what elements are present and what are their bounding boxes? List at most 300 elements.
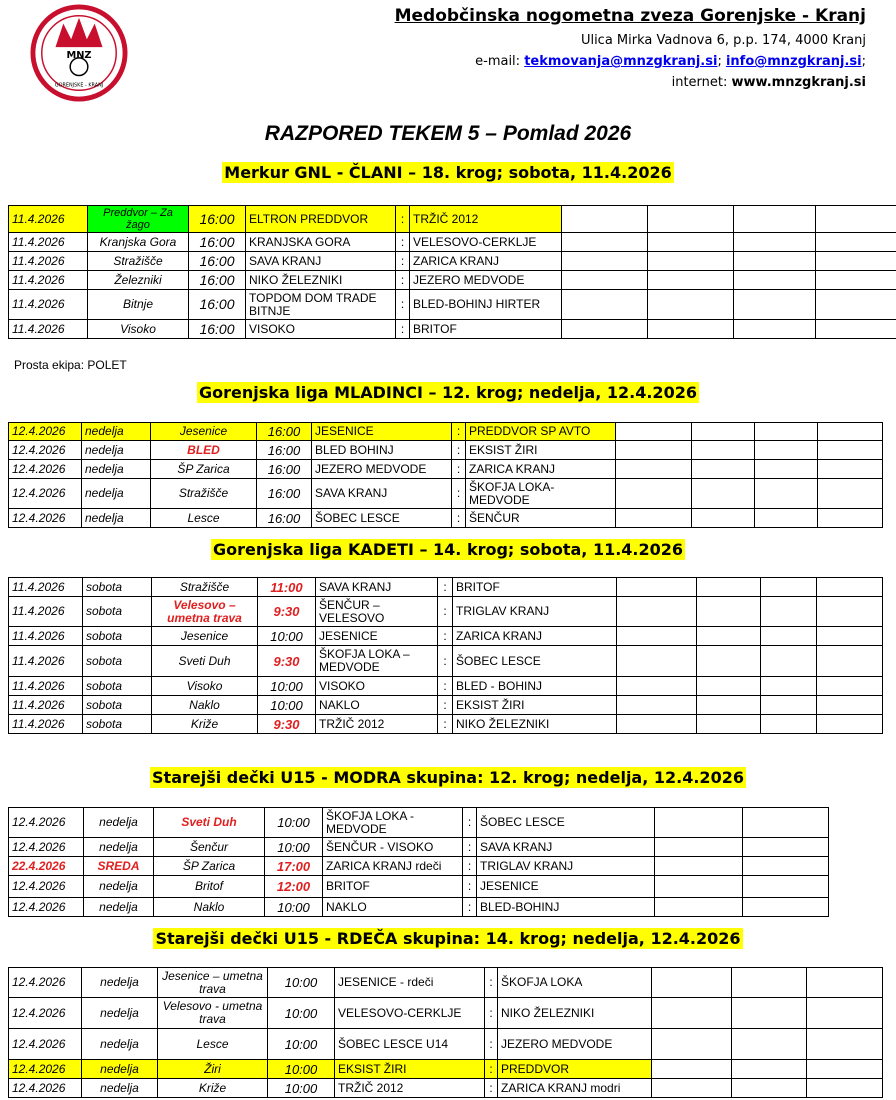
table-row	[9, 460, 883, 479]
match-date: 11.4.2026	[9, 646, 83, 677]
match-separator: :	[485, 1079, 498, 1098]
match-home: ŠENČUR – VELESOVO	[316, 597, 438, 627]
match-time: 16:00	[189, 290, 246, 320]
match-away: ŠOBEC LESCE	[453, 646, 617, 677]
match-day: sobota	[83, 597, 152, 627]
empty-cell	[616, 460, 692, 479]
match-day: sobota	[83, 627, 152, 646]
match-home: ZARICA KRANJ rdeči	[323, 857, 463, 876]
match-date: 11.4.2026	[9, 233, 88, 252]
match-date: 12.4.2026	[9, 1079, 82, 1098]
table-row	[9, 290, 896, 320]
match-venue: Jesenice – umetna trava	[158, 968, 268, 998]
internet-label: internet:	[671, 75, 728, 90]
match-time: 11:00	[258, 578, 316, 597]
table-kadeti	[8, 577, 883, 734]
match-venue: Stražišče	[88, 252, 189, 271]
match-venue: Križe	[158, 1079, 268, 1098]
empty-cell	[697, 627, 761, 646]
empty-cell	[755, 460, 818, 479]
match-home: ŠOBEC LESCE U14	[335, 1029, 485, 1060]
match-venue: Sveti Duh	[152, 646, 258, 677]
match-separator: :	[438, 715, 453, 734]
empty-cell	[652, 968, 732, 998]
match-home: VISOKO	[246, 320, 396, 339]
match-home: ELTRON PREDDVOR	[246, 206, 396, 233]
match-separator: :	[463, 898, 477, 917]
empty-cell	[652, 1060, 732, 1079]
match-day: nedelja	[82, 968, 158, 998]
match-date: 11.4.2026	[9, 627, 83, 646]
match-home: BRITOF	[323, 876, 463, 898]
match-date: 11.4.2026	[9, 206, 88, 233]
empty-cell	[807, 1060, 883, 1079]
empty-cell	[648, 233, 734, 252]
match-home: SAVA KRANJ	[246, 252, 396, 271]
empty-cell	[817, 677, 883, 696]
match-time: 10:00	[268, 968, 335, 998]
match-day: nedelja	[82, 998, 158, 1029]
empty-cell	[761, 578, 817, 597]
section-title-mladinci: Gorenjska liga MLADINCI – 12. krog; nedelja, 12.4.2026	[199, 383, 697, 402]
table-row	[9, 696, 883, 715]
match-date: 12.4.2026	[9, 423, 82, 441]
match-away: BRITOF	[453, 578, 617, 597]
empty-cell	[818, 423, 883, 441]
page-title: RAZPORED TEKEM 5 – Pomlad 2026	[264, 122, 632, 145]
match-separator: :	[396, 233, 410, 252]
match-home: JEZERO MEDVODE	[312, 460, 452, 479]
empty-cell	[761, 677, 817, 696]
empty-cell	[697, 578, 761, 597]
empty-cell	[816, 320, 896, 339]
empty-cell	[818, 479, 883, 509]
email-link-tekmovanja[interactable]: tekmovanja@mnzgkranj.si	[524, 54, 718, 69]
match-separator: :	[396, 252, 410, 271]
match-venue: Naklo	[152, 696, 258, 715]
empty-cell	[697, 715, 761, 734]
match-day: sobota	[83, 715, 152, 734]
match-day: nedelja	[82, 1060, 158, 1079]
empty-cell	[818, 509, 883, 528]
table-row	[9, 597, 883, 627]
empty-cell	[697, 646, 761, 677]
org-email-line: e-mail: tekmovanja@mnzgkranj.si; info@mnzgkranj.si;	[475, 54, 866, 69]
match-day: sobota	[83, 578, 152, 597]
match-date: 11.4.2026	[9, 696, 83, 715]
table-row	[9, 998, 883, 1029]
empty-cell	[743, 898, 829, 917]
section-title-kadeti: Gorenjska liga KADETI – 14. krog; sobota, 11.4.2026	[212, 540, 684, 559]
match-home: TRŽIČ 2012	[316, 715, 438, 734]
match-time: 12:00	[265, 876, 323, 898]
match-time: 9:30	[258, 715, 316, 734]
empty-cell	[562, 320, 648, 339]
table-row	[9, 423, 883, 441]
match-venue: Visoko	[152, 677, 258, 696]
org-header	[395, 6, 866, 93]
match-venue: ŠP Zarica	[154, 857, 265, 876]
match-venue: BLED	[151, 441, 257, 460]
empty-cell	[761, 627, 817, 646]
empty-cell	[817, 597, 883, 627]
empty-cell	[648, 290, 734, 320]
match-away: ŠOBEC LESCE	[477, 808, 655, 838]
match-venue: Velesovo - umetna trava	[158, 998, 268, 1029]
match-date: 11.4.2026	[9, 271, 88, 290]
match-time: 16:00	[257, 479, 312, 509]
match-time: 10:00	[258, 677, 316, 696]
empty-cell	[692, 460, 755, 479]
empty-cell	[617, 627, 697, 646]
empty-cell	[562, 271, 648, 290]
table-row	[9, 876, 829, 898]
match-date: 11.4.2026	[9, 578, 83, 597]
match-time: 10:00	[265, 838, 323, 857]
match-time: 10:00	[268, 1029, 335, 1060]
match-home: BLED BOHINJ	[312, 441, 452, 460]
empty-cell	[652, 1079, 732, 1098]
match-time: 16:00	[257, 441, 312, 460]
match-away: BLED-BOHINJ	[477, 898, 655, 917]
match-separator: :	[438, 646, 453, 677]
table-row	[9, 898, 829, 917]
match-day: sobota	[83, 696, 152, 715]
match-separator: :	[396, 290, 410, 320]
empty-cell	[732, 968, 807, 998]
empty-cell	[817, 627, 883, 646]
match-date: 11.4.2026	[9, 715, 83, 734]
empty-cell	[734, 233, 816, 252]
match-date: 12.4.2026	[9, 509, 82, 528]
empty-cell	[807, 1029, 883, 1060]
match-time: 16:00	[189, 206, 246, 233]
match-day: sobota	[83, 677, 152, 696]
empty-cell	[818, 460, 883, 479]
empty-cell	[817, 578, 883, 597]
empty-cell	[761, 646, 817, 677]
empty-cell	[697, 696, 761, 715]
table-row	[9, 1060, 883, 1079]
match-away: JEZERO MEDVODE	[410, 271, 562, 290]
match-separator: :	[485, 1060, 498, 1079]
empty-cell	[816, 271, 896, 290]
match-separator: :	[438, 578, 453, 597]
match-venue: Velesovo – umetna trava	[152, 597, 258, 627]
empty-cell	[761, 597, 817, 627]
empty-cell	[818, 441, 883, 460]
match-home: NAKLO	[316, 696, 438, 715]
match-day: nedelja	[82, 423, 151, 441]
match-separator: :	[452, 460, 466, 479]
match-away: ZARICA KRANJ	[410, 252, 562, 271]
table-row	[9, 441, 883, 460]
match-venue: Kranjska Gora	[88, 233, 189, 252]
empty-cell	[761, 715, 817, 734]
empty-cell	[562, 233, 648, 252]
match-day: sobota	[83, 646, 152, 677]
empty-cell	[734, 290, 816, 320]
mnz-logo	[30, 4, 128, 102]
table-row	[9, 857, 829, 876]
empty-cell	[732, 1060, 807, 1079]
match-date: 12.4.2026	[9, 441, 82, 460]
empty-cell	[816, 252, 896, 271]
match-separator: :	[452, 423, 466, 441]
match-home: VELESOVO-CERKLJE	[335, 998, 485, 1029]
empty-cell	[617, 715, 697, 734]
match-day: nedelja	[82, 479, 151, 509]
match-away: EKSIST ŽIRI	[453, 696, 617, 715]
internet-link[interactable]: www.mnzgkranj.si	[731, 75, 866, 90]
match-time: 10:00	[265, 898, 323, 917]
empty-cell	[655, 857, 743, 876]
empty-cell	[616, 423, 692, 441]
match-away: ŠKOFJA LOKA-MEDVODE	[466, 479, 616, 509]
match-date: 22.4.2026	[9, 857, 84, 876]
empty-cell	[616, 509, 692, 528]
match-separator: :	[463, 808, 477, 838]
match-day: nedelja	[84, 876, 154, 898]
match-away: NIKO ŽELEZNIKI	[453, 715, 617, 734]
section-title-clani: Merkur GNL - ČLANI – 18. krog; sobota, 11.4.2026	[224, 163, 672, 182]
empty-cell	[652, 998, 732, 1029]
table-row	[9, 233, 896, 252]
empty-cell	[734, 206, 816, 233]
match-away: ŠENČUR	[466, 509, 616, 528]
empty-cell	[652, 1029, 732, 1060]
table-u15-rdeca	[8, 967, 883, 1098]
empty-cell	[807, 998, 883, 1029]
match-separator: :	[452, 441, 466, 460]
match-home: SAVA KRANJ	[312, 479, 452, 509]
table-row	[9, 320, 896, 339]
match-time: 10:00	[268, 1060, 335, 1079]
match-away: NIKO ŽELEZNIKI	[498, 998, 652, 1029]
empty-cell	[816, 290, 896, 320]
match-home: EKSIST ŽIRI	[335, 1060, 485, 1079]
match-date: 12.4.2026	[9, 838, 84, 857]
match-separator: :	[438, 677, 453, 696]
match-date: 12.4.2026	[9, 968, 82, 998]
section-title-u15-rdeca: Starejši dečki U15 - RDEČA skupina: 14. krog; nedelja, 12.4.2026	[155, 929, 741, 948]
table-row	[9, 715, 883, 734]
org-address: Ulica Mirka Vadnova 6, p.p. 174, 4000 Kranj	[580, 33, 866, 48]
empty-cell	[617, 677, 697, 696]
empty-cell	[743, 857, 829, 876]
match-separator: :	[438, 696, 453, 715]
match-time: 16:00	[257, 460, 312, 479]
empty-cell	[743, 838, 829, 857]
match-home: JESENICE - rdeči	[335, 968, 485, 998]
table-row	[9, 206, 896, 233]
match-separator: :	[396, 206, 410, 233]
empty-cell	[617, 597, 697, 627]
match-date: 12.4.2026	[9, 998, 82, 1029]
match-separator: :	[485, 968, 498, 998]
match-home: TRŽIČ 2012	[335, 1079, 485, 1098]
match-time: 10:00	[265, 808, 323, 838]
match-away: ZARICA KRANJ modri	[498, 1079, 652, 1098]
match-date: 12.4.2026	[9, 460, 82, 479]
empty-cell	[732, 998, 807, 1029]
match-separator: :	[396, 320, 410, 339]
empty-cell	[562, 252, 648, 271]
match-separator: :	[463, 857, 477, 876]
match-separator: :	[485, 1029, 498, 1060]
match-date: 11.4.2026	[9, 597, 83, 627]
empty-cell	[816, 206, 896, 233]
match-venue: Jesenice	[151, 423, 257, 441]
empty-cell	[817, 715, 883, 734]
match-home: VISOKO	[316, 677, 438, 696]
empty-cell	[807, 1079, 883, 1098]
match-venue: Britof	[154, 876, 265, 898]
table-row	[9, 252, 896, 271]
org-internet-line	[395, 72, 866, 93]
empty-cell	[743, 876, 829, 898]
empty-cell	[617, 646, 697, 677]
empty-cell	[562, 206, 648, 233]
empty-cell	[755, 479, 818, 509]
match-date: 12.4.2026	[9, 808, 84, 838]
match-venue: ŠP Zarica	[151, 460, 257, 479]
match-time: 16:00	[189, 271, 246, 290]
empty-cell	[655, 898, 743, 917]
match-venue: Preddvor – Za žago	[88, 206, 189, 233]
section-title-u15-modra: Starejši dečki U15 - MODRA skupina: 12. krog; nedelja, 12.4.2026	[152, 768, 744, 787]
match-separator: :	[396, 271, 410, 290]
match-time: 9:30	[258, 646, 316, 677]
match-away: PREDDVOR SP AVTO	[466, 423, 616, 441]
empty-cell	[655, 876, 743, 898]
match-home: KRANJSKA GORA	[246, 233, 396, 252]
empty-cell	[617, 696, 697, 715]
match-day: nedelja	[82, 460, 151, 479]
match-venue: Jesenice	[152, 627, 258, 646]
match-away: ZARICA KRANJ	[466, 460, 616, 479]
match-home: NIKO ŽELEZNIKI	[246, 271, 396, 290]
match-venue: Železniki	[88, 271, 189, 290]
match-day: nedelja	[84, 898, 154, 917]
match-time: 16:00	[189, 320, 246, 339]
org-name: Medobčinska nogometna zveza Gorenjske - Kranj	[394, 6, 866, 26]
match-time: 16:00	[189, 233, 246, 252]
match-time: 10:00	[268, 998, 335, 1029]
empty-cell	[616, 441, 692, 460]
table-row	[9, 677, 883, 696]
match-venue: Bitnje	[88, 290, 189, 320]
empty-cell	[734, 320, 816, 339]
table-row	[9, 479, 883, 509]
match-date: 12.4.2026	[9, 898, 84, 917]
match-home: ŠKOFJA LOKA – MEDVODE	[316, 646, 438, 677]
match-date: 11.4.2026	[9, 320, 88, 339]
match-away: ŠKOFJA LOKA	[498, 968, 652, 998]
match-home: NAKLO	[323, 898, 463, 917]
empty-cell	[807, 968, 883, 998]
match-separator: :	[485, 998, 498, 1029]
match-venue: Stražišče	[152, 578, 258, 597]
logo-subtext: GORENJSKE - KRANJ	[54, 82, 104, 89]
match-venue: Lesce	[158, 1029, 268, 1060]
match-separator: :	[438, 627, 453, 646]
table-mladinci	[8, 422, 883, 528]
empty-cell	[616, 479, 692, 509]
table-row	[9, 627, 883, 646]
table-row	[9, 808, 829, 838]
match-time: 17:00	[265, 857, 323, 876]
email-label: e-mail:	[475, 54, 521, 69]
table-row	[9, 646, 883, 677]
match-venue: Naklo	[154, 898, 265, 917]
table-row	[9, 271, 896, 290]
match-time: 16:00	[189, 252, 246, 271]
match-separator: :	[452, 509, 466, 528]
match-venue: Sveti Duh	[154, 808, 265, 838]
empty-cell	[697, 677, 761, 696]
table-row	[9, 509, 883, 528]
table-row	[9, 578, 883, 597]
match-home: SAVA KRANJ	[316, 578, 438, 597]
match-time: 16:00	[257, 509, 312, 528]
empty-cell	[816, 233, 896, 252]
empty-cell	[655, 838, 743, 857]
empty-cell	[817, 696, 883, 715]
empty-cell	[692, 479, 755, 509]
empty-cell	[648, 320, 734, 339]
match-away: EKSIST ŽIRI	[466, 441, 616, 460]
match-home: JESENICE	[312, 423, 452, 441]
match-away: TRIGLAV KRANJ	[453, 597, 617, 627]
match-time: 10:00	[268, 1079, 335, 1098]
match-separator: :	[452, 479, 466, 509]
empty-cell	[648, 271, 734, 290]
empty-cell	[734, 252, 816, 271]
empty-cell	[697, 597, 761, 627]
match-time: 16:00	[257, 423, 312, 441]
empty-cell	[732, 1079, 807, 1098]
empty-cell	[743, 808, 829, 838]
match-separator: :	[463, 876, 477, 898]
table-row	[9, 838, 829, 857]
table-row	[9, 1079, 883, 1098]
bye-team-note: Prosta ekipa: POLET	[14, 358, 127, 372]
table-row	[9, 1029, 883, 1060]
match-away: BRITOF	[410, 320, 562, 339]
match-day: nedelja	[82, 509, 151, 528]
match-away: JEZERO MEDVODE	[498, 1029, 652, 1060]
match-date: 12.4.2026	[9, 1060, 82, 1079]
match-away: TRIGLAV KRANJ	[477, 857, 655, 876]
match-date: 11.4.2026	[9, 252, 88, 271]
empty-cell	[655, 808, 743, 838]
match-away: BLED - BOHINJ	[453, 677, 617, 696]
match-home: TOPDOM DOM TRADE BITNJE	[246, 290, 396, 320]
empty-cell	[755, 441, 818, 460]
match-day: nedelja	[82, 441, 151, 460]
email-link-info[interactable]: info@mnzgkranj.si	[725, 54, 862, 69]
match-day: nedelja	[84, 808, 154, 838]
match-date: 12.4.2026	[9, 479, 82, 509]
table-u15-modra	[8, 807, 829, 917]
match-home: JESENICE	[316, 627, 438, 646]
match-venue: Šenčur	[154, 838, 265, 857]
table-row	[9, 968, 883, 998]
match-day: SREDA	[84, 857, 154, 876]
match-time: 9:30	[258, 597, 316, 627]
empty-cell	[755, 423, 818, 441]
